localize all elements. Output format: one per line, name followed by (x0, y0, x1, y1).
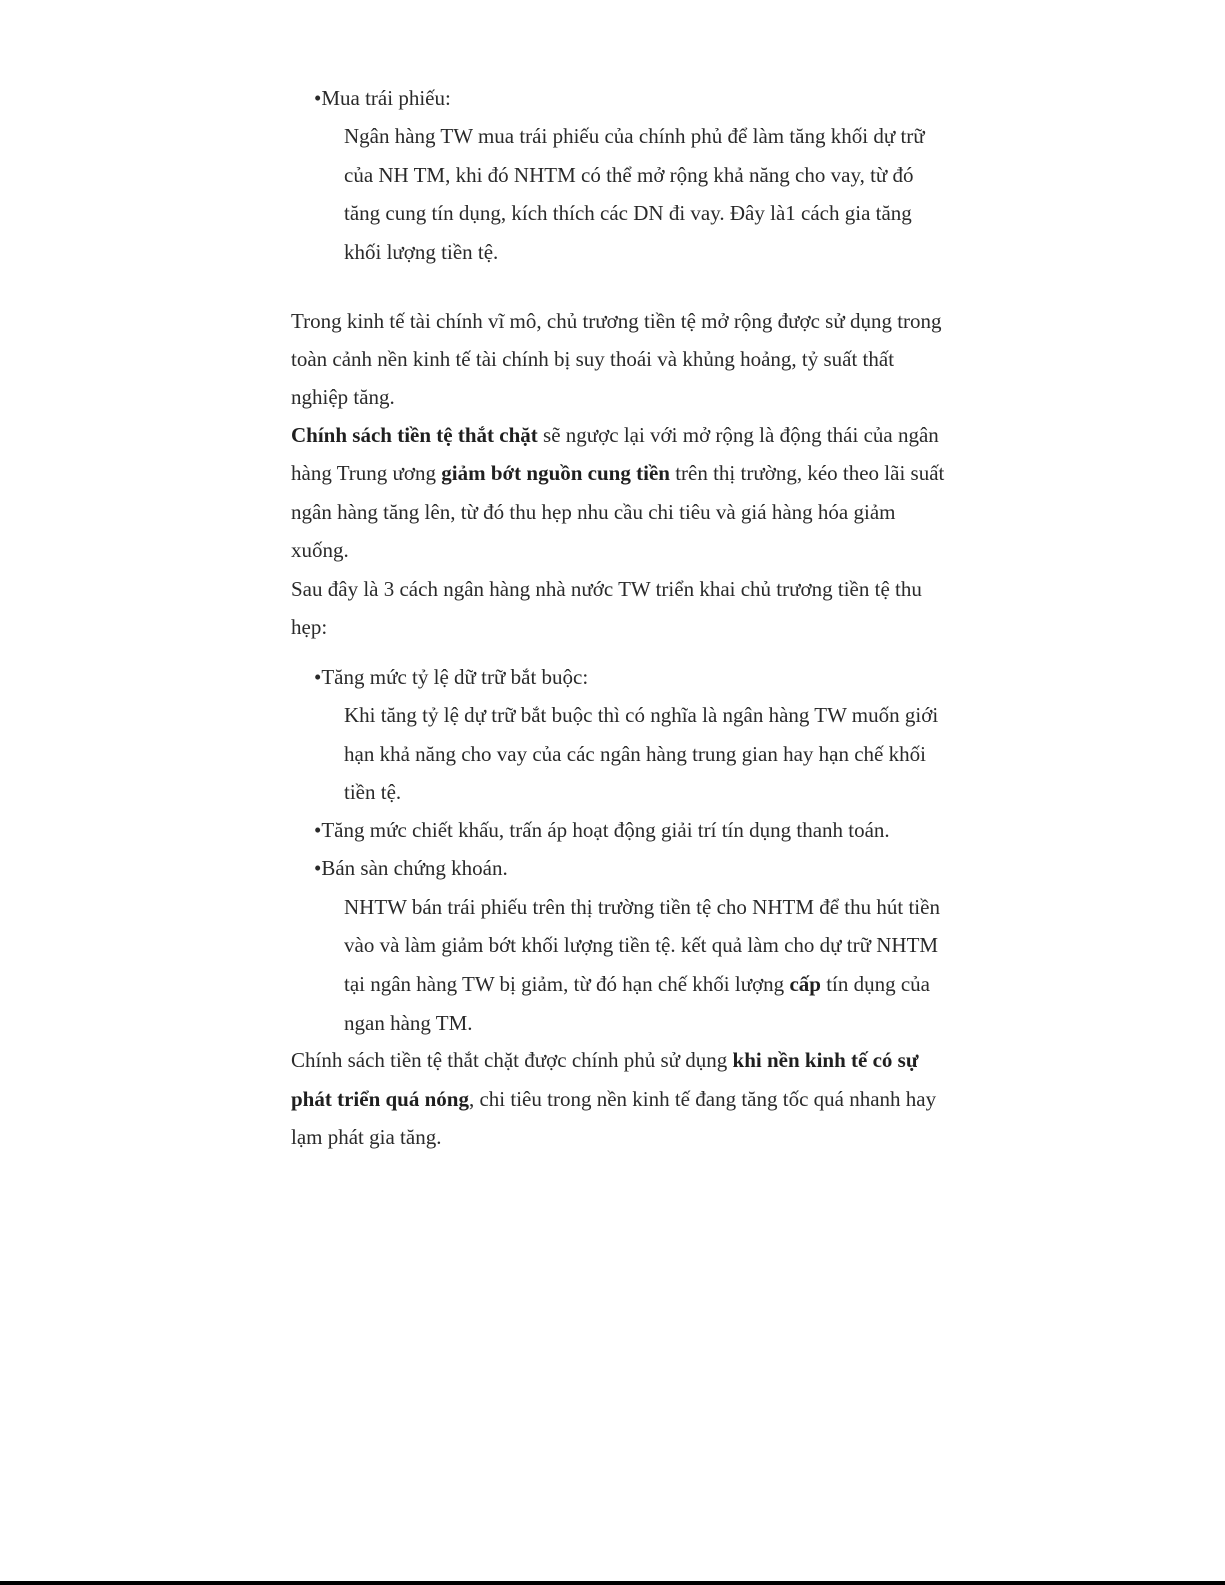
text-run: tiền tệ. (344, 780, 402, 804)
paragraph-line (291, 309, 942, 333)
text-run: vào và làm giảm bớt khối lượng tiền tệ. kết quả làm cho dự trữ NHTM (344, 933, 939, 957)
paragraph-line (291, 461, 944, 485)
text-run: hẹp: (291, 615, 328, 639)
paragraph-line (344, 703, 938, 727)
paragraph-line (344, 201, 912, 225)
text-run: sẽ ngược lại với mở rộng là động thái của ngân (537, 423, 939, 447)
text-run: •Tăng mức tỷ lệ dữ trữ bắt buộc: (314, 665, 589, 689)
paragraph-line (344, 742, 926, 766)
text-run: Khi tăng tỷ lệ dự trữ bắt buộc thì có nghĩa là ngân hàng TW muốn giới (344, 703, 939, 727)
paragraph-line (291, 423, 939, 447)
text-run: tại ngân hàng TW bị giảm, từ đó hạn chế khối lượng (344, 972, 790, 996)
text-run: , chi tiêu trong nền kinh tế đang tăng tốc quá nhanh hay (468, 1087, 937, 1111)
text-run: hạn khả năng cho vay của các ngân hàng trung gian hay hạn chế khối (344, 742, 926, 766)
paragraph-line (291, 1048, 918, 1072)
page-bottom-border (0, 1581, 1225, 1585)
text-run: ngan hàng TM. (344, 1011, 473, 1035)
bold-text: khi nền kinh tế có sự (732, 1048, 919, 1072)
bullet-increase-reserve (314, 665, 588, 689)
paragraph-line (344, 240, 498, 264)
text-run: khối lượng tiền tệ. (344, 240, 499, 264)
text-run: xuống. (291, 538, 349, 562)
bullet-increase-discount (314, 818, 890, 842)
bold-text: Chính sách tiền tệ thắt chặt (291, 423, 538, 447)
paragraph-line (291, 347, 894, 371)
text-run: nghiệp tăng. (291, 385, 395, 409)
paragraph-line (344, 933, 938, 957)
paragraph-line (344, 780, 401, 804)
bullet-buy-bonds (314, 86, 451, 110)
paragraph-line (291, 615, 327, 639)
paragraph-line (291, 577, 922, 601)
paragraph-line (344, 972, 930, 996)
text-run: lạm phát gia tăng. (291, 1125, 442, 1149)
paragraph-line (291, 1125, 441, 1149)
paragraph-line (344, 1011, 473, 1035)
paragraph-line (291, 500, 895, 524)
text-run: ngân hàng tăng lên, từ đó thu hẹp nhu cầu chi tiêu và giá hàng hóa giảm (291, 500, 896, 524)
paragraph-line (291, 385, 395, 409)
text-run: toàn cảnh nền kinh tế tài chính bị suy thoái và khủng hoảng, tỷ suất thất (291, 347, 895, 371)
paragraph-line (344, 163, 914, 187)
bold-text: giảm bớt nguồn cung tiền (441, 461, 670, 485)
text-run: Ngân hàng TW mua trái phiếu của chính phủ để làm tăng khối dự trữ (344, 124, 925, 148)
paragraph-line (344, 124, 925, 148)
text-run: Trong kinh tế tài chính vĩ mô, chủ trương tiền tệ mở rộng được sử dụng trong (291, 309, 942, 333)
text-run: Chính sách tiền tệ thắt chặt được chính phủ sử dụng (291, 1048, 733, 1072)
text-run: Sau đây là 3 cách ngân hàng nhà nước TW triển khai chủ trương tiền tệ thu (291, 577, 922, 601)
text-run: tín dụng của (820, 972, 930, 996)
paragraph-line (344, 895, 940, 919)
bullet-sell-securities (314, 856, 508, 880)
text-run: tăng cung tín dụng, kích thích các DN đi vay. Đây là1 cách gia tăng (344, 201, 912, 225)
bold-text: cấp (789, 972, 821, 996)
text-run: NHTW bán trái phiếu trên thị trường tiền tệ cho NHTM để thu hút tiền (344, 895, 940, 919)
text-run: hàng Trung ương (291, 461, 442, 485)
text-run: •Bán sàn chứng khoán. (314, 856, 508, 880)
paragraph-line (291, 1087, 936, 1111)
text-run: •Mua trái phiếu: (314, 86, 451, 110)
paragraph-line (291, 538, 349, 562)
text-run: trên thị trường, kéo theo lãi suất (669, 461, 945, 485)
bold-text: phát triển quá nóng (291, 1087, 469, 1111)
text-run: •Tăng mức chiết khấu, trấn áp hoạt động giải trí tín dụng thanh toán. (314, 818, 890, 842)
text-run: của NH TM, khi đó NHTM có thể mở rộng khả năng cho vay, từ đó (344, 163, 914, 187)
